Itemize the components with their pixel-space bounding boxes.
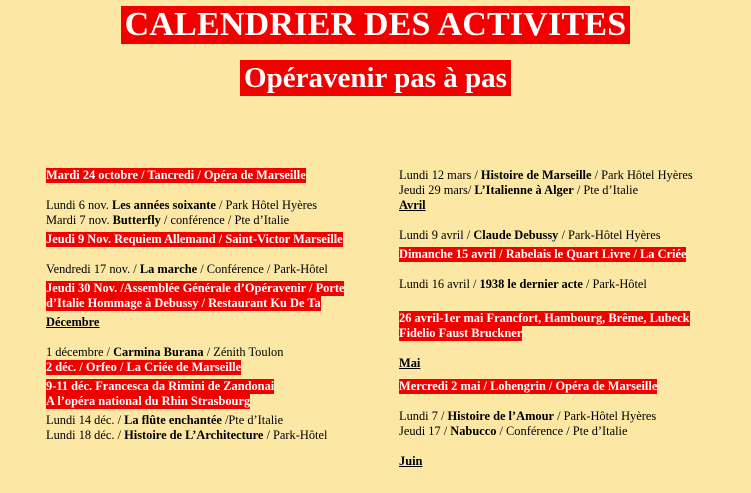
- event-carmina-burana: [46, 345, 376, 360]
- event-date: Mardi 7 nov.: [46, 213, 113, 227]
- event-title: Histoire de l’Amour: [447, 409, 554, 423]
- event-title: Les années soixante: [111, 198, 216, 212]
- event-voyage-allemagne-2: [399, 326, 729, 341]
- event-highlight: Mardi 24 octobre / Tancredi / Opéra de Marseille: [46, 168, 306, 182]
- section-decembre: [46, 315, 376, 330]
- event-date: Lundi 9 avril /: [399, 228, 474, 242]
- subtitle-container: [0, 60, 751, 96]
- page-subtitle: Opéravenir pas à pas: [240, 60, 511, 96]
- event-1938: [399, 277, 729, 292]
- section-heading: Mai: [399, 356, 421, 370]
- section-heading: Avril: [399, 198, 426, 212]
- event-francesca: [46, 379, 376, 394]
- event-date: Lundi 14 déc. /: [46, 413, 125, 427]
- event-place: / Park-Hôtel: [263, 428, 328, 442]
- event-architecture: [46, 428, 376, 443]
- event-date: 1 décembre /: [46, 345, 114, 359]
- event-orfeo: [46, 360, 376, 375]
- event-annees-soixante: [46, 198, 376, 213]
- section-heading: Décembre: [46, 315, 100, 329]
- event-date: Lundi 7 /: [399, 409, 448, 423]
- event-place: / Pte d’Italie: [573, 183, 639, 197]
- event-place: / Park Hôtel Hyères: [591, 168, 693, 182]
- event-date: Vendredi 17 nov. /: [46, 262, 140, 276]
- event-highlight: Dimanche 15 avril / Rabelais le Quart Livre / La Criée: [399, 247, 687, 261]
- left-column: [46, 168, 376, 443]
- event-place: / Conférence / Pte d’Italie: [496, 424, 628, 438]
- event-italienne-alger: [399, 183, 729, 198]
- event-flute-enchantee: [46, 413, 376, 428]
- event-date: Lundi 6 nov.: [46, 198, 112, 212]
- section-avril: [399, 198, 729, 213]
- title-container: [0, 6, 751, 44]
- event-highlight: d’Italie Hommage à Debussy / Restaurant Ku De Ta: [46, 296, 321, 310]
- event-title: La flûte enchantée: [124, 413, 222, 427]
- event-requiem: [46, 232, 376, 247]
- section-juin: [399, 454, 729, 469]
- event-highlight: 9-11 déc. Francesca da Rimini de Zandonai: [46, 379, 275, 393]
- event-title: Claude Debussy: [473, 228, 559, 242]
- event-voyage-allemagne: [399, 311, 729, 326]
- event-title: Carmina Burana: [113, 345, 204, 359]
- event-highlight: A l’opéra national du Rhin Strasbourg: [46, 394, 251, 408]
- event-title: 1938 le dernier acte: [479, 277, 583, 291]
- event-nabucco: [399, 424, 729, 439]
- event-highlight: Jeudi 30 Nov. /Assemblée Générale d’Opéravenir / Porte: [46, 281, 345, 295]
- event-assemblee-generale-2: [46, 296, 376, 311]
- event-title: La marche: [139, 262, 198, 276]
- event-date: Lundi 18 déc. /: [46, 428, 125, 442]
- right-column: [399, 168, 729, 469]
- event-place: / conférence / Pte d’Italie: [160, 213, 290, 227]
- event-highlight: 26 avril-1er mai Francfort, Hambourg, Brême, Lubeck: [399, 311, 690, 325]
- event-lohengrin: [399, 379, 729, 394]
- event-histoire-marseille: [399, 168, 729, 183]
- event-claude-debussy: [399, 228, 729, 243]
- event-place: / Park-Hôtel Hyères: [553, 409, 657, 423]
- event-date: Jeudi 29 mars/: [399, 183, 475, 197]
- event-highlight: Jeudi 9 Nov. Requiem Allemand / Saint-Victor Marseille: [46, 232, 343, 246]
- event-la-marche: [46, 262, 376, 277]
- event-rabelais: [399, 247, 729, 262]
- event-place: /Pte d’Italie: [221, 413, 284, 427]
- page-title: CALENDRIER DES ACTIVITES: [121, 6, 631, 44]
- event-place: / Park-Hôtel Hyères: [558, 228, 661, 242]
- event-highlight: Fidelio Faust Bruckner: [399, 326, 523, 340]
- event-title: Butterfly: [112, 213, 161, 227]
- event-place: / Zénith Toulon: [203, 345, 284, 359]
- event-place: / Park-Hôtel: [582, 277, 647, 291]
- event-title: Histoire de L’Architecture: [124, 428, 264, 442]
- event-place: / Conférence / Park-Hôtel: [197, 262, 328, 276]
- section-heading: Juin: [399, 454, 423, 468]
- event-histoire-amour: [399, 409, 729, 424]
- event-butterfly: [46, 213, 376, 228]
- event-tancredi: [46, 168, 376, 183]
- event-highlight: Mercredi 2 mai / Lohengrin / Opéra de Marseille: [399, 379, 658, 393]
- event-title: Nabucco: [450, 424, 497, 438]
- event-date: Jeudi 17 /: [399, 424, 451, 438]
- event-date: Lundi 16 avril /: [399, 277, 480, 291]
- event-title: L’Italienne à Alger: [474, 183, 574, 197]
- section-mai: [399, 356, 729, 371]
- event-title: Histoire de Marseille: [480, 168, 592, 182]
- event-place: / Park Hôtel Hyères: [215, 198, 318, 212]
- event-francesca-2: [46, 394, 376, 409]
- event-assemblee-generale: [46, 281, 376, 296]
- event-highlight: 2 déc. / Orfeo / La Criée de Marseille: [46, 360, 242, 374]
- event-date: Lundi 12 mars /: [399, 168, 481, 182]
